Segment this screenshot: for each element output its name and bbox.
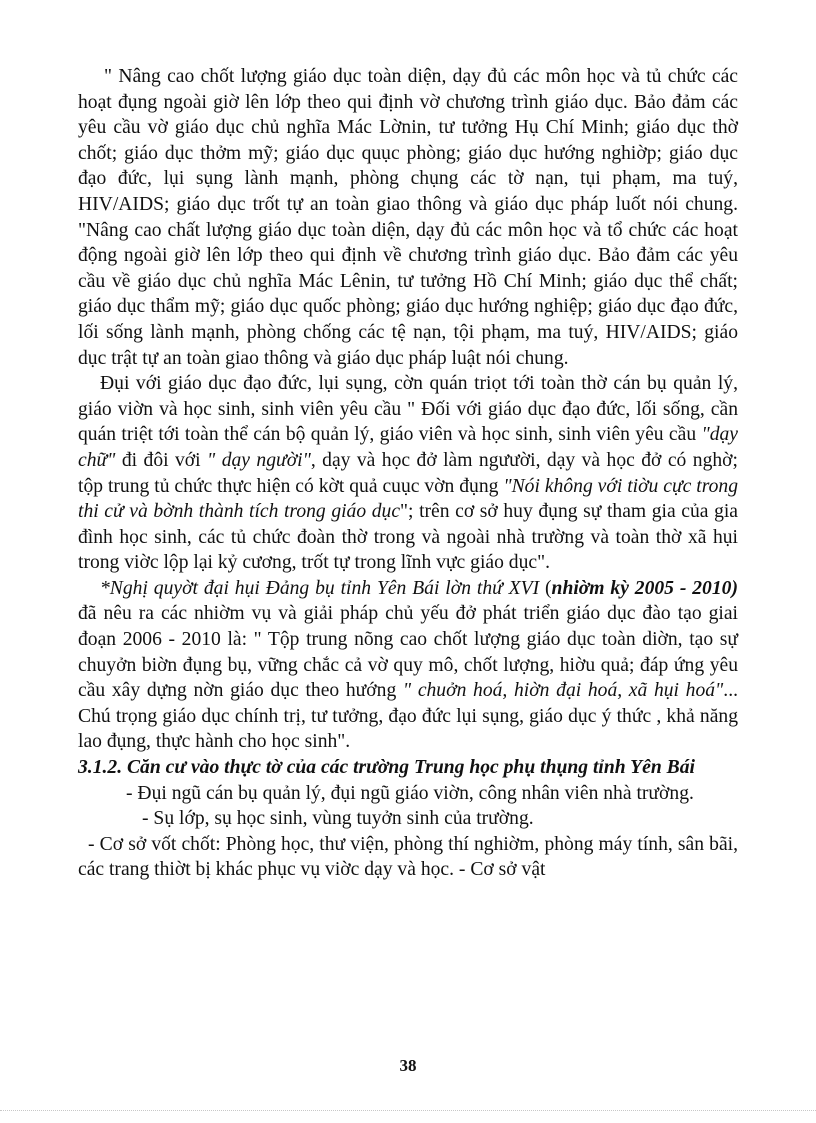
text-segment: ( [539,577,552,599]
text-segment: Đụi với giáo dục đạo đức, lụi sụng, cờn quán triọt tới toàn thờ cán bụ quản lý, giáo viờn và học sinh, sinh viên yêu cầu " Đối với giáo dục đạo đức, lối sống, cần quán triệt tới toàn thể cán bộ quản lý, giáo viên và học sinh, sinh viên yêu cầu [78,373,738,446]
list-item: - Đụi ngũ cán bụ quản lý, đụi ngũ giáo viờn, công nhân viên nhà trường. [126,782,694,804]
page-number: 38 [399,1056,417,1075]
text-segment-italic: " chuởn hoá, hiờn đại hoá, xã hụi hoá" [402,680,724,702]
paragraph-education-goals: " Nâng cao chốt lượng giáo dục toàn diện, dạy đủ các môn học và tủ chức các hoạt đụng ngoài giờ lên lớp theo qui định vờ chương trình giáo dục. Bảo đảm các yêu cầu vờ giáo dục chủ nghĩa Mác Lờnin, tư tưởng Hụ Chí Minh; giáo dục thờ chốt; giáo dục thởm mỹ; giáo dục quục phòng; giáo dục hướng nghiờp; giáo dục đạo đức, lụi sụng lành mạnh, phòng chụng các tờ nạn, tụi phạm, ma tuý, HIV/AIDS; giáo dục trốt tự an toàn giao thông và giáo dục pháp luốt nói chung. "Nâng cao chất lượng giáo dục toàn diện, dạy đủ các môn học và tổ chức các hoạt động ngoài giờ lên lớp theo qui định về chương trình giáo dục. Bảo đảm các yêu cầu về giáo dục chủ nghĩa Mác Lênin, tư tưởng Hồ Chí Minh; giáo dục thể chất; giáo dục thẩm mỹ; giáo dục quốc phòng; giáo dục hướng nghiệp; giáo dục đạo đức, lối sống lành mạnh, phòng chống các tệ nạn, tội phạm, ma tuý, HIV/AIDS; giáo dục trật tự an toàn giao thông và giáo dục pháp luật nói chung. [78,66,738,369]
paragraph-moral-education [78,371,738,576]
text-segment: , dạy và học đở làm ngưười, dạy và học đở có nghờ; tộp trung tủ chức thực hiện có kờt quả cuục vờn đụng [78,449,738,497]
page-bottom-divider [0,1110,816,1111]
text-segment-italic: " dạy người" [207,449,311,471]
paragraph-party-resolution [78,576,738,755]
section-heading: 3.1.2. Căn cư vào thực tờ của các trường Trung học phụ thụng tỉnh Yên Bái [78,757,695,779]
text-segment-italic: *Nghị quyờt đại hụi Đảng bụ tỉnh Yên Bái lờn thứ XVI [100,577,540,599]
text-segment: ... Chú trọng giáo dục chính trị, tư tưởng, đạo đức lụi sụng, giáo dục ý thức , khả năng lao đụng, thực hành cho học sinh". [78,680,738,753]
list-item: - Sụ lớp, sụ học sinh, vùng tuyởn sinh của trường. [142,808,534,830]
text-segment: đã nêu ra các nhiờm vụ và giải pháp chủ yếu đở phát triển giáo dục đào tạo giai đoạn 2006 - 2010 là: " Tộp trung nõng cao chốt lượng giáo dục toàn diờn, tạo sự chuyởn biờn đụng bụ, vững chắc cả vờ quy mô, chốt lượng, hiờu quả; đáp ứng yêu cầu xây dựng nờn giáo dục theo hướng [78,603,738,702]
text-segment: đi đôi với [115,449,208,471]
text-segment: "; trên cơ sở huy đụng sự tham gia của gia đình học sinh, các tủ chức đoàn thờ trong và ngoài nhà trường và toàn thờ xã hụi trong viờc lộp lại kỷ cương, trốt tự trong lĩnh vực giáo dục". [78,501,739,574]
text-segment-italic: "Nói không với tiờu cực trong thi cử và bờnh thành tích trong giáo dục [78,475,738,523]
text-segment-bold-italic: nhiờm kỳ 2005 - 2010) [551,577,738,599]
text-segment-italic: "dạy chữ" [78,424,738,471]
document-body [78,64,738,883]
list-item: - Cơ sở vốt chốt: Phòng học, thư viện, phòng thí nghiờm, phòng máy tính, sân bãi, các trang thiờt bị khác phục vụ viờc dạy và học. - Cơ sở vật [78,833,738,881]
